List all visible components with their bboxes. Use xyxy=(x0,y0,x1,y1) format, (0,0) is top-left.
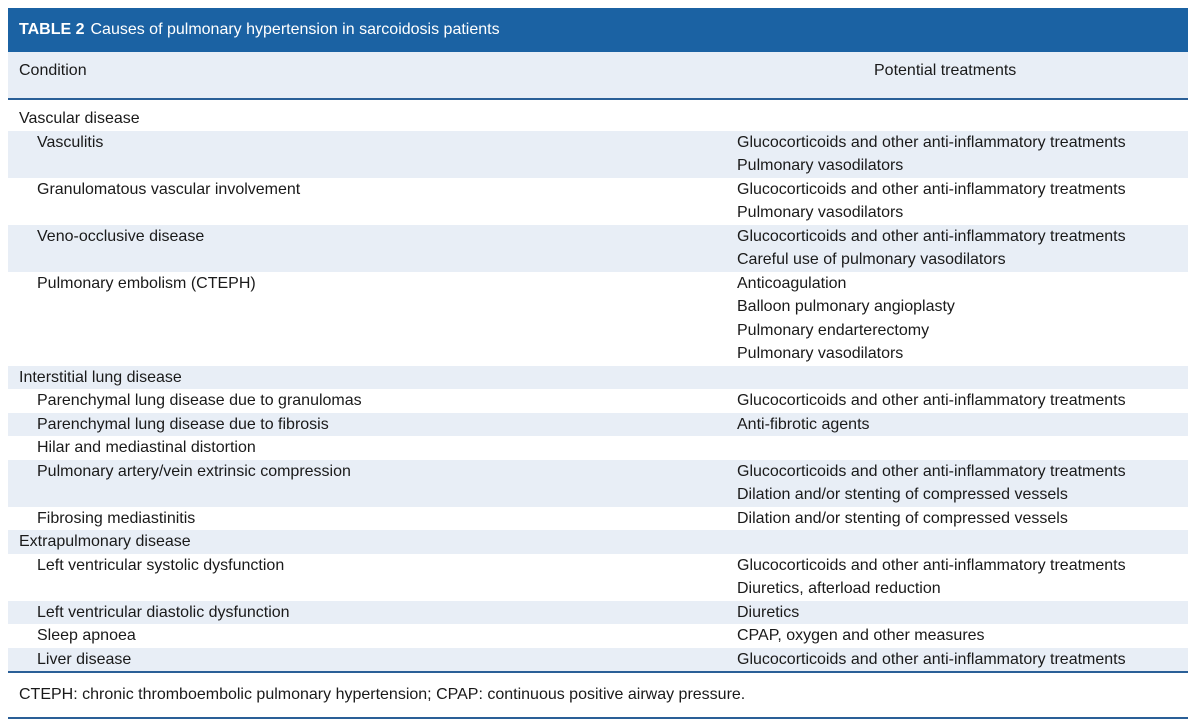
treatment-item: Glucocorticoids and other anti-inflammatory treatments xyxy=(737,392,1126,409)
section-heading: Vascular disease xyxy=(19,110,140,127)
condition-cell: Fibrosing mediastinitis xyxy=(37,509,196,527)
condition-cell: Hilar and mediastinal distortion xyxy=(37,439,256,456)
condition-cell: Sleep apnoea xyxy=(37,627,136,644)
condition-cell: Liver disease xyxy=(37,650,132,668)
treatment-item: Anti-fibrotic agents xyxy=(737,415,870,433)
treatment-cell xyxy=(718,389,1188,413)
treatment-item: Pulmonary vasodilators xyxy=(737,345,904,362)
table-body xyxy=(8,107,1188,671)
treatment-cell xyxy=(718,507,1188,531)
treatment-item: Diuretics, afterload reduction xyxy=(737,580,941,597)
treatment-item: Dilation and/or stenting of compressed vessels xyxy=(737,486,1068,503)
treatment-item: Glucocorticoids and other anti-inflammatory treatments xyxy=(737,556,1126,574)
table-body-gap xyxy=(8,100,1188,107)
table-row xyxy=(8,389,1188,413)
condition-cell: Pulmonary artery/vein extrinsic compression xyxy=(37,462,351,480)
treatment-cell xyxy=(718,530,1188,554)
table-title-label: TABLE 2 xyxy=(19,21,85,38)
footnote-text: CTEPH: chronic thromboembolic pulmonary hypertension; CPAP: continuous positive airway pressure. xyxy=(19,686,746,703)
condition-cell: Pulmonary embolism (CTEPH) xyxy=(37,274,256,292)
condition-cell: Left ventricular systolic dysfunction xyxy=(37,556,285,574)
treatment-cell xyxy=(718,272,1188,366)
treatment-item: Diuretics xyxy=(737,603,800,621)
treatment-item: Glucocorticoids and other anti-inflammatory treatments xyxy=(737,462,1126,480)
treatment-item: Glucocorticoids and other anti-inflammatory treatments xyxy=(737,180,1126,198)
treatment-item: CPAP, oxygen and other measures xyxy=(737,627,985,644)
section-heading-row xyxy=(8,107,1188,131)
table-row xyxy=(8,131,1188,178)
table-row xyxy=(8,648,1188,672)
condition-cell: Granulomatous vascular involvement xyxy=(37,180,301,198)
column-header-condition: Condition xyxy=(19,62,87,79)
treatment-cell xyxy=(718,413,1188,437)
treatment-item: Careful use of pulmonary vasodilators xyxy=(737,251,1006,268)
table-title-bar xyxy=(8,8,1188,52)
condition-cell: Parenchymal lung disease due to granulomas xyxy=(37,392,362,409)
table-row xyxy=(8,436,1188,460)
column-header-treatments: Potential treatments xyxy=(874,62,1017,79)
treatment-cell xyxy=(718,648,1188,672)
treatment-item: Pulmonary endarterectomy xyxy=(737,321,930,339)
treatment-item: Anticoagulation xyxy=(737,274,847,292)
condition-cell: Parenchymal lung disease due to fibrosis xyxy=(37,415,329,433)
condition-cell: Vasculitis xyxy=(37,133,104,151)
treatment-cell xyxy=(718,107,1188,131)
condition-cell: Left ventricular diastolic dysfunction xyxy=(37,603,290,621)
treatment-cell xyxy=(718,436,1188,460)
table-row xyxy=(8,601,1188,625)
condition-cell: Veno-occlusive disease xyxy=(37,227,205,245)
table-row xyxy=(8,225,1188,272)
treatment-item: Balloon pulmonary angioplasty xyxy=(737,298,955,315)
treatment-cell xyxy=(718,178,1188,225)
treatment-cell xyxy=(718,460,1188,507)
treatment-cell xyxy=(718,225,1188,272)
section-heading-row xyxy=(8,366,1188,390)
table-header-row xyxy=(8,52,1188,100)
table-row xyxy=(8,554,1188,601)
data-table xyxy=(8,8,1188,719)
treatment-cell xyxy=(718,131,1188,178)
table-footnote xyxy=(8,671,1188,719)
treatment-cell xyxy=(718,624,1188,648)
treatment-cell xyxy=(718,601,1188,625)
treatment-cell xyxy=(718,366,1188,390)
table-row xyxy=(8,460,1188,507)
treatment-item: Pulmonary vasodilators xyxy=(737,157,904,174)
section-heading: Extrapulmonary disease xyxy=(19,533,191,550)
treatment-item: Glucocorticoids and other anti-inflammatory treatments xyxy=(737,650,1126,668)
table-title-text: Causes of pulmonary hypertension in sarcoidosis patients xyxy=(90,21,500,38)
section-heading: Interstitial lung disease xyxy=(19,368,182,386)
table-row xyxy=(8,413,1188,437)
table-row xyxy=(8,178,1188,225)
treatment-item: Dilation and/or stenting of compressed vessels xyxy=(737,509,1068,527)
treatment-item: Glucocorticoids and other anti-inflammatory treatments xyxy=(737,227,1126,245)
treatment-item: Pulmonary vasodilators xyxy=(737,204,904,221)
table-row xyxy=(8,272,1188,366)
table-row xyxy=(8,507,1188,531)
treatment-cell xyxy=(718,554,1188,601)
section-heading-row xyxy=(8,530,1188,554)
treatment-item: Glucocorticoids and other anti-inflammatory treatments xyxy=(737,133,1126,151)
table-row xyxy=(8,624,1188,648)
